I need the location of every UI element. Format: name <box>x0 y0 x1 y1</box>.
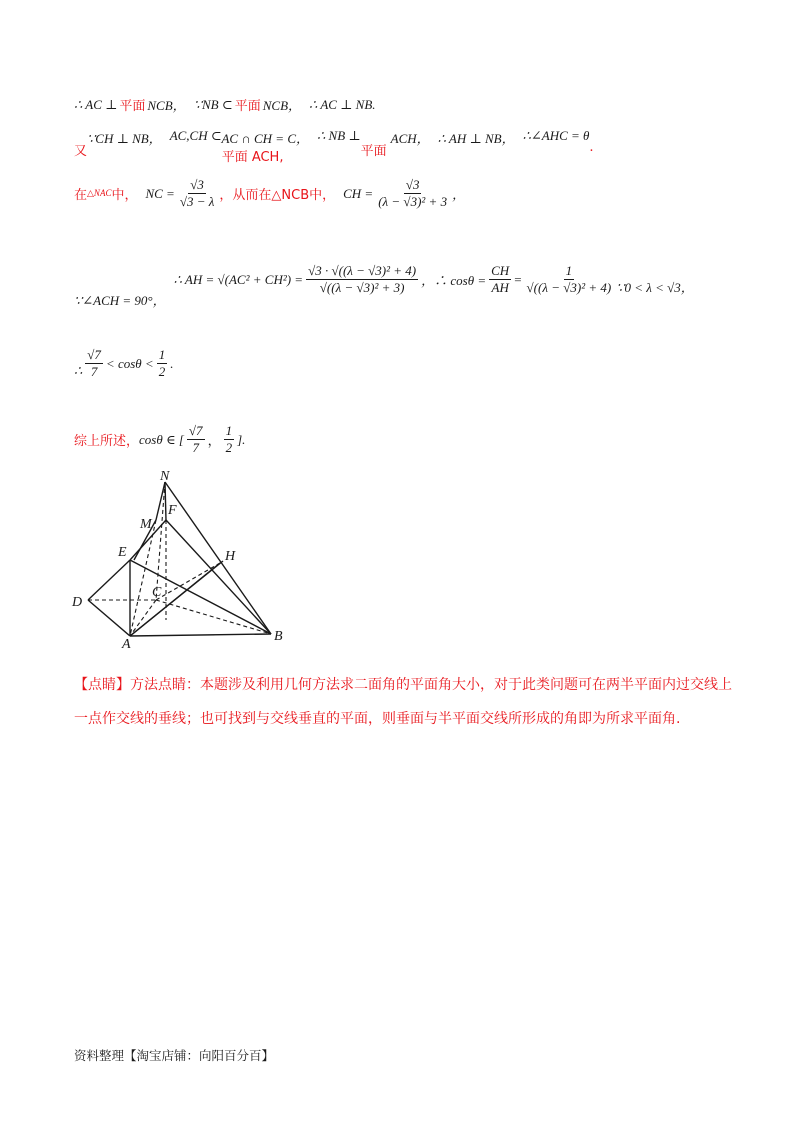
geometry-figure <box>60 460 300 650</box>
line3-nc: NC = <box>145 185 175 201</box>
label-n: N <box>160 469 170 484</box>
line1-part-g: ∴ AC ⊥ NB. <box>309 96 376 112</box>
edge-c-b <box>156 600 271 634</box>
edge-n-b <box>165 482 271 634</box>
ah-fraction <box>306 264 418 296</box>
line1-part-f: NCB， <box>262 98 302 113</box>
line6-left-fraction <box>187 424 205 456</box>
line2-plane-ach-text: 平面 ACH, <box>221 150 284 165</box>
ch-fraction <box>376 178 449 210</box>
proof-line-5 <box>74 348 173 380</box>
line3-ch: CH = <box>343 185 374 201</box>
comment-paragraph: 【点睛】方法点睛：本题涉及利用几何方法求二面角的平面角大小，对于此类问题可在两半平面内过交线上一点作交线的垂线；也可找到与交线垂直的平面，则垂面与半平面交线所形成的角即为所求平面角. <box>74 677 732 727</box>
line6-summary: 综上所述， <box>74 434 140 450</box>
label-m: M <box>140 517 152 532</box>
line4-ah: ∴ AH = √(AC² + CH²) = <box>173 271 304 287</box>
line2-plane-ach <box>222 146 284 165</box>
line5-left-den: 7 <box>90 364 98 380</box>
line2-part-e: ∴ NB ⊥ <box>317 128 361 143</box>
line5-left-fraction <box>85 348 103 380</box>
edge-a-b <box>130 634 271 636</box>
line6-right-fraction <box>224 424 235 456</box>
nc-numerator: √3 <box>188 178 206 194</box>
ch-numerator: √3 <box>404 178 422 194</box>
cos-fraction-2 <box>525 264 614 296</box>
cos-denominator-2: √((λ − √3)² + 4) <box>526 280 612 295</box>
footer-text: 资料整理【淘宝店铺：向阳百分百】 <box>74 1048 275 1063</box>
line1-plane-1: 平面 <box>119 99 146 114</box>
line6-comma: ， <box>207 434 221 450</box>
label-b: B <box>274 629 283 644</box>
line2-part-a: ∵CH ⊥ NB， <box>87 131 162 146</box>
proof-line-2 <box>74 128 594 165</box>
proof-line-1 <box>74 95 376 114</box>
label-f: F <box>168 503 177 518</box>
line3-from: ，从而在△NCB中， <box>219 188 336 204</box>
label-c: C <box>152 585 162 600</box>
label-d: D <box>72 595 83 610</box>
line3-triangle: △NAC <box>87 188 112 199</box>
label-a: A <box>122 637 131 650</box>
cos-numerator-1: CH <box>489 264 511 280</box>
ah-numerator: √3 · √((λ − √3)² + 4) <box>306 264 418 280</box>
proof-line-4 <box>74 250 694 309</box>
cos-numerator-2: 1 <box>564 264 575 280</box>
line5-mid: < cosθ < <box>105 355 154 371</box>
edge-d-a <box>88 600 130 636</box>
label-e: E <box>118 545 127 560</box>
edge-e-d <box>88 560 130 600</box>
line4-range: ∵0 < λ < √3， <box>616 280 694 295</box>
nc-denominator: √3 − λ <box>179 194 215 210</box>
line6-cos: cosθ ∈ [ <box>139 431 184 447</box>
line6-left-num: √7 <box>187 424 205 440</box>
line6-right-num: 1 <box>224 424 235 440</box>
line1-plane-2: 平面 <box>234 99 261 114</box>
line4-cos: ，∴ cosθ = <box>421 273 487 288</box>
line1-part-a: ∴ AC ⊥ <box>74 96 118 112</box>
line2-part-b: AC,CH ⊂ <box>169 128 222 143</box>
proof-line-6 <box>74 424 245 456</box>
line2-part-h: ∴ AH ⊥ NB， <box>437 131 515 146</box>
ch-denominator: (λ − √3)² + 3 <box>378 194 448 210</box>
line5-therefore: ∴ <box>74 362 83 378</box>
line1-part-c: NCB， <box>147 98 186 113</box>
edge-n-m <box>156 482 165 520</box>
line2-period: . <box>589 140 594 155</box>
line4-because: ∵∠ACH = 90°， <box>74 293 166 308</box>
line6-right-den: 2 <box>225 440 233 456</box>
line2-part-d: AC ∩ CH = C， <box>221 131 309 146</box>
line5-right-den: 2 <box>158 364 166 380</box>
line2-plane: 平面 <box>360 144 387 159</box>
line5-right-num: 1 <box>157 348 168 364</box>
edge-n-f <box>165 482 166 520</box>
nc-fraction <box>178 178 217 210</box>
line5-right-fraction <box>157 348 168 380</box>
line5-end: . <box>170 355 174 371</box>
cos-fraction-1 <box>489 264 511 296</box>
line6-end: ]. <box>237 431 246 447</box>
cos-denominator-1: AH <box>491 280 509 295</box>
line3-end: ， <box>452 187 466 203</box>
edge-a-h2 <box>130 561 223 636</box>
line2-you: 又 <box>74 144 88 159</box>
line4-eq: = <box>514 271 522 287</box>
edge-f-b <box>166 520 271 634</box>
label-h: H <box>225 549 236 564</box>
line1-part-d: ∵NB ⊂ <box>193 96 233 112</box>
line2-part-i: ∴∠AHC = θ <box>522 128 590 143</box>
line2-part-g: ACH， <box>390 131 430 146</box>
line6-left-den: 7 <box>192 440 199 456</box>
proof-line-3 <box>74 178 465 210</box>
line3-zai: 在 <box>74 188 88 204</box>
line3-zhong: 中， <box>111 188 138 204</box>
ah-denominator: √((λ − √3)² + 3) <box>319 280 405 295</box>
line5-left-num: √7 <box>85 348 103 364</box>
